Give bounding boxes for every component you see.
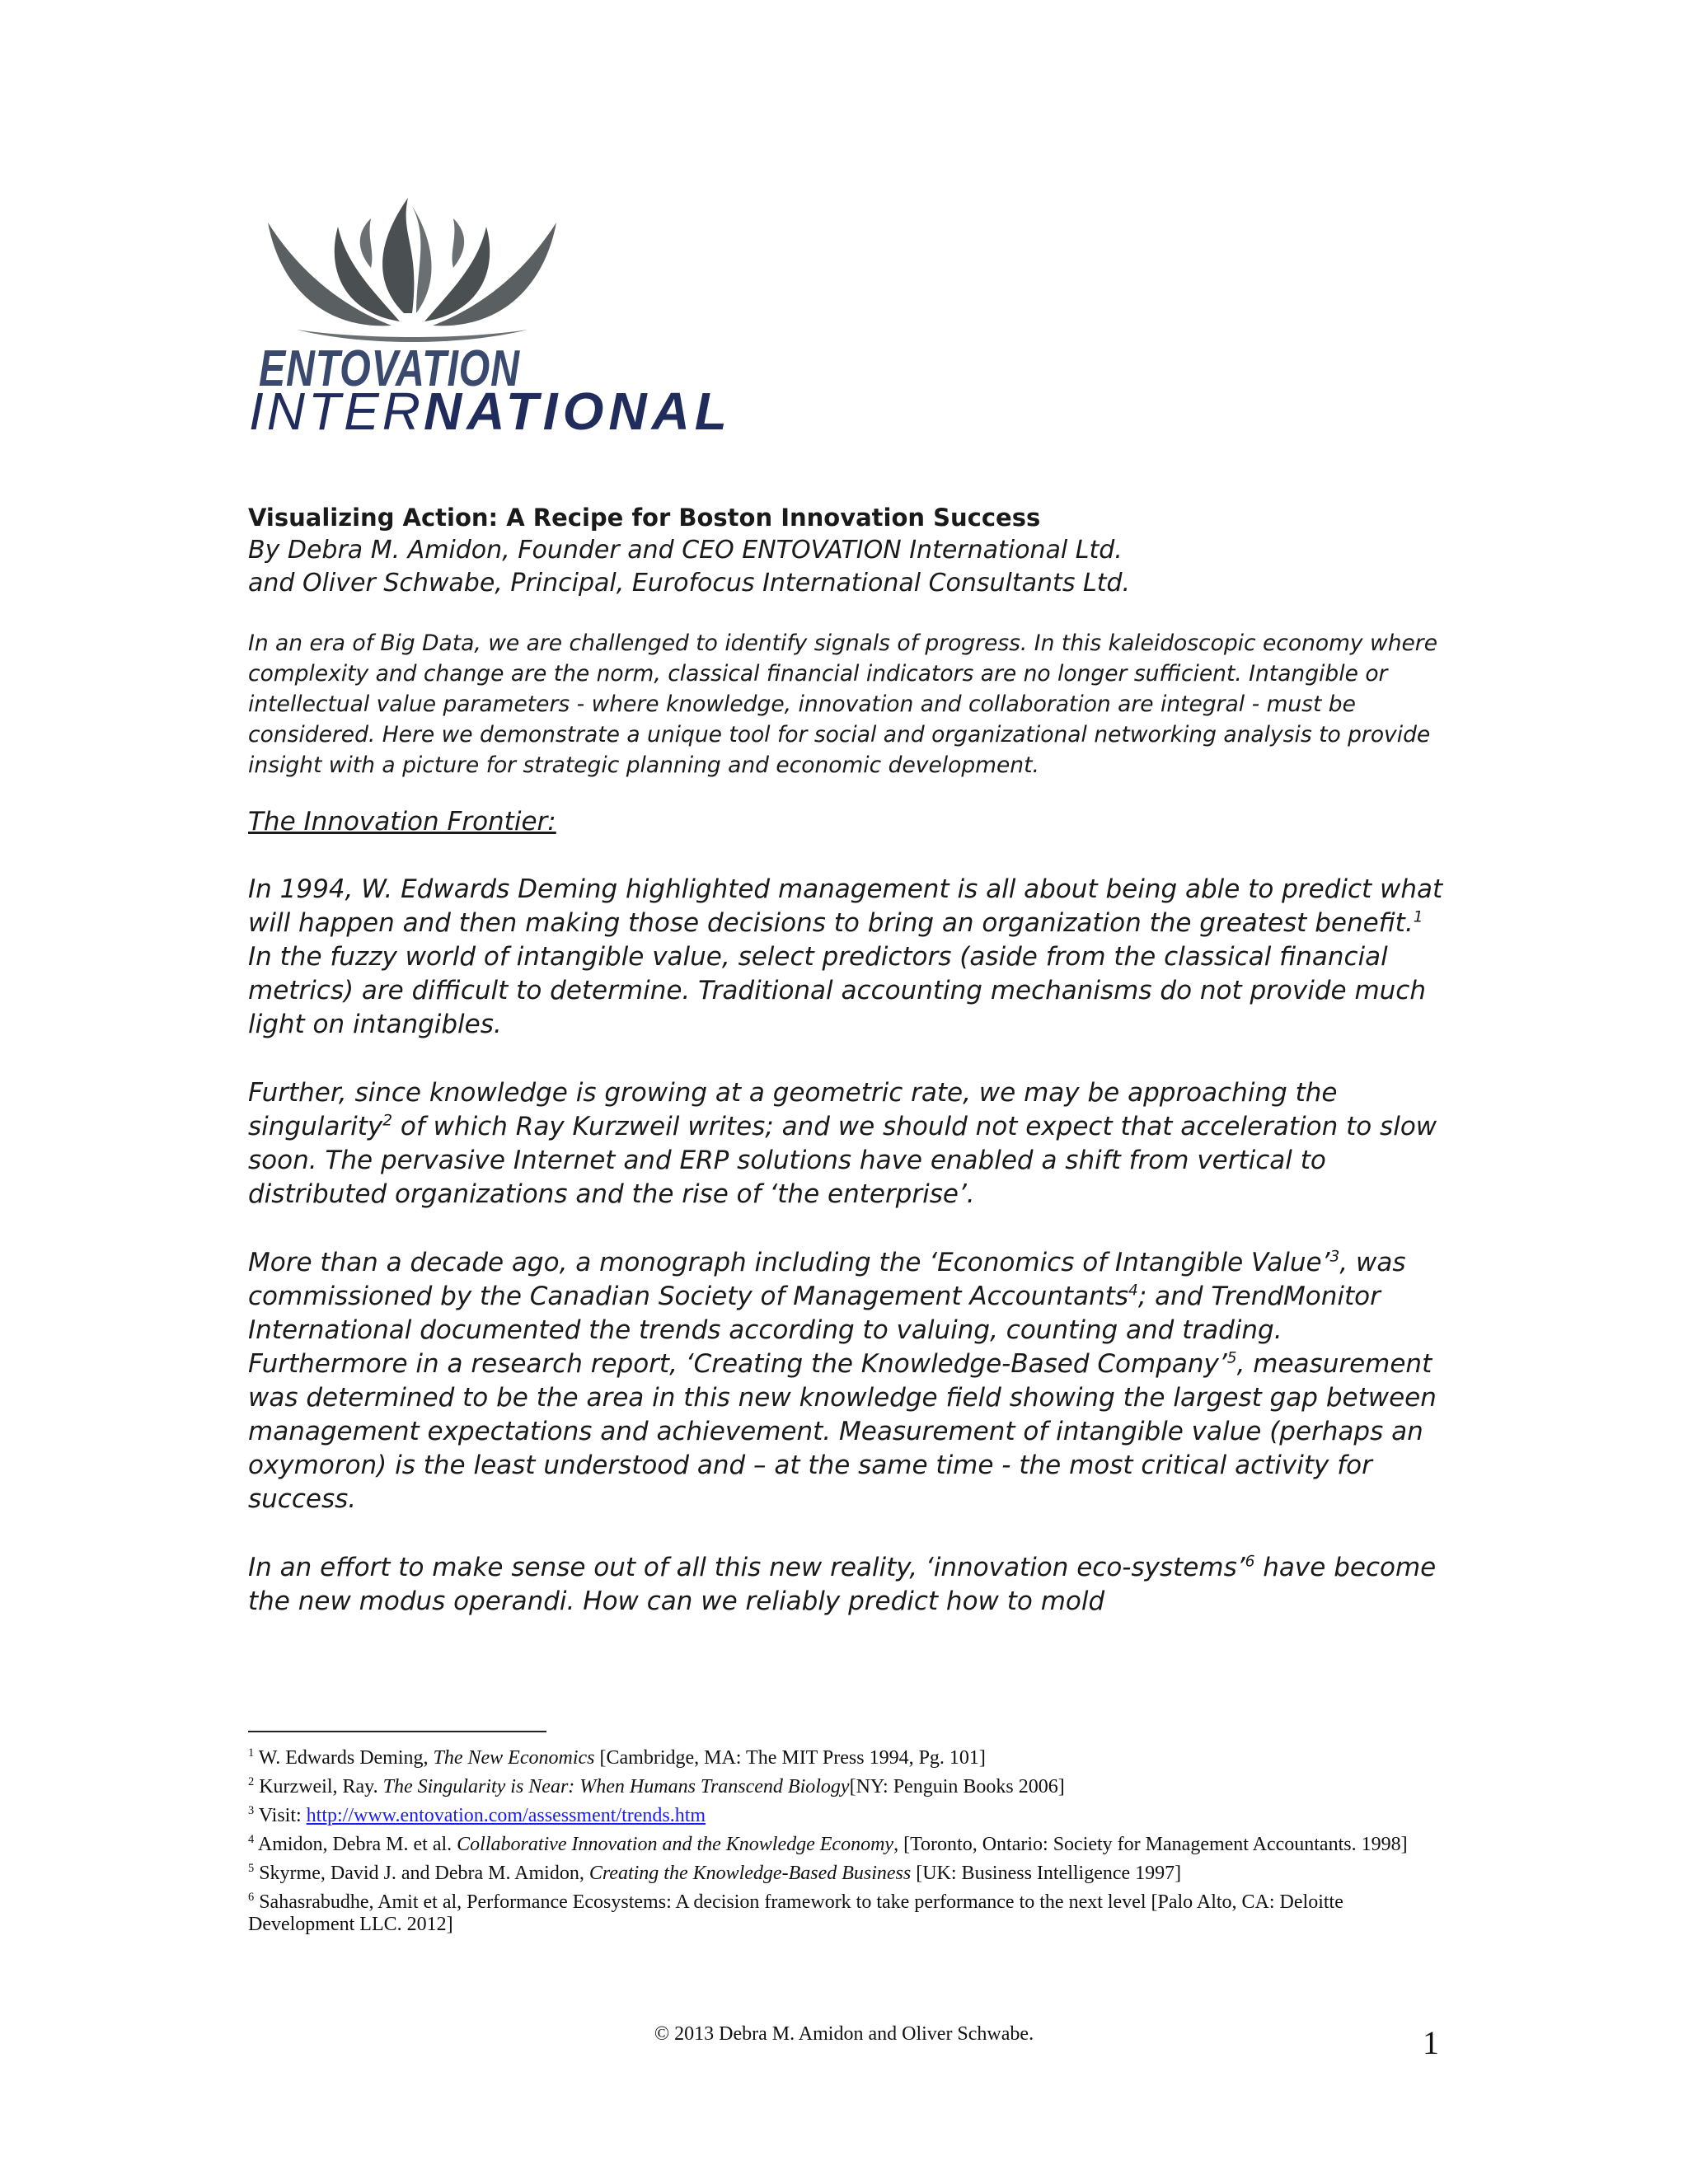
footnote-1 — [248, 1747, 1451, 1769]
footnote-divider — [248, 1731, 546, 1732]
footnote-ref-3: 3 — [1329, 1248, 1340, 1266]
footnote-ref-2: 2 — [382, 1112, 393, 1130]
byline-authors-1: By Debra M. Amidon, Founder and CEO ENTOVATION International Ltd. — [248, 536, 1123, 565]
footnote-3 — [248, 1805, 1451, 1827]
footnote-title: The Singularity is Near: When Humans Transcend Biology — [382, 1776, 850, 1797]
footnote-number: 1 — [248, 1746, 255, 1760]
footnote-4 — [248, 1834, 1451, 1856]
footnote-text: , [Toronto, Ontario: Society for Management Accountants. 1998] — [893, 1834, 1408, 1855]
paragraph-2-text-b: of which Ray Kurzweil writes; and we should not expect that acceleration to slow soon. The pervasive Internet and ERP solutions have enabled a shift from vertical to distributed organizations and the rise of ‘the enterprise’. — [248, 1112, 1437, 1209]
paragraph-3 — [248, 1246, 1443, 1516]
logo-wordmark-national: NATIONAL — [424, 382, 732, 441]
paragraph-1-text-a: In 1994, W. Edwards Deming highlighted management is all about being able to predict what will happen and then making those decisions to bring an organization the greatest benefit. — [248, 874, 1443, 938]
article-title: Visualizing Action: A Recipe for Boston Innovation Success — [248, 504, 1041, 532]
paragraph-3-text-d: , measurement was determined to be the area in this new knowledge field showing the largest gap between management expectations and achievement. Measurement of intangible value (perhaps an oxymoron) is the least understood and – at the same time - the most critical activity for success. — [248, 1349, 1437, 1514]
footnote-2 — [248, 1776, 1451, 1798]
paragraph-1 — [248, 873, 1443, 1042]
byline-authors-2: and Oliver Schwabe, Principal, Eurofocus International Consultants Ltd. — [248, 569, 1131, 598]
logo-wordmark-inter: INTER — [249, 382, 424, 441]
lotus-emblem-icon — [247, 190, 593, 346]
footnote-link[interactable]: http://www.entovation.com/assessment/trends.htm — [306, 1805, 706, 1826]
footnote-number: 4 — [248, 1833, 255, 1846]
footnote-text: Visit: — [254, 1805, 307, 1826]
footnote-number: 3 — [248, 1804, 255, 1817]
footnote-title: The New Economics — [433, 1747, 595, 1769]
article-body — [248, 501, 1443, 1619]
footnote-number: 6 — [248, 1891, 255, 1904]
footnote-number: 2 — [248, 1775, 255, 1788]
footnote-text: [Cambridge, MA: The MIT Press 1994, Pg. 101] — [594, 1747, 986, 1769]
section-heading: The Innovation Frontier: — [248, 807, 556, 837]
logo-wordmark-top: ENTOVATION — [259, 340, 520, 397]
paragraph-4 — [248, 1551, 1443, 1619]
footnote-ref-4: 4 — [1128, 1282, 1138, 1300]
entovation-logo — [247, 190, 775, 441]
logo-wordmark-bottom — [249, 381, 732, 442]
paragraph-2 — [248, 1076, 1443, 1212]
footnote-ref-1: 1 — [1413, 908, 1423, 926]
footnote-text: Sahasrabudhe, Amit et al, Performance Ecosystems: A decision framework to take performance to the next level [Palo Alto, CA: Deloitte Development LLC. 2012] — [248, 1891, 1343, 1935]
paragraph-4-text-a: In an effort to make sense out of all this new reality, ‘innovation eco-systems’ — [248, 1553, 1245, 1582]
footnote-text: Skyrme, David J. and Debra M. Amidon, — [254, 1863, 589, 1884]
page-number: 1 — [1423, 2024, 1439, 2061]
footnote-title: Collaborative Innovation and the Knowledge Economy — [457, 1834, 894, 1855]
paragraph-4-text-b: have become the new modus operandi. How can we reliably predict how to mold — [248, 1553, 1437, 1616]
footnote-6 — [248, 1891, 1451, 1936]
paragraph-2-text-a: Further, since knowledge is growing at a geometric rate, we may be approaching the singularity — [248, 1078, 1338, 1141]
footnote-ref-6: 6 — [1245, 1553, 1255, 1571]
footnote-text: Amidon, Debra M. et al. — [254, 1834, 457, 1855]
paragraph-3-text-a: More than a decade ago, a monograph including the ‘Economics of Intangible Value’ — [248, 1248, 1330, 1277]
footnote-number: 5 — [248, 1862, 255, 1875]
paragraph-3-text-c: ; and TrendMonitor International documented the trends according to valuing, counting and trading. Furthermore in a research report, ‘Creating the Knowledge-Based Company’ — [248, 1282, 1381, 1379]
footnotes — [248, 1731, 1451, 1943]
paragraph-1-text-b: In the fuzzy world of intangible value, select predictors (aside from the classical financial metrics) are difficult to determine. Traditional accounting mechanisms do not provide much light on intangibles. — [248, 942, 1426, 1039]
footnote-title: Creating the Knowledge-Based Business — [588, 1863, 912, 1884]
abstract-paragraph: In an era of Big Data, we are challenged to identify signals of progress. In this kaleidoscopic economy where complexity and change are the norm, classical financial indicators are no longer sufficient. Intangible or intellectual value parameters - where knowledge, innovation and collaboration are integral - must be considered. Here we demonstrate a unique tool for social and organizational networking analysis to provide insight with a picture for strategic planning and economic development. — [248, 630, 1437, 778]
footnote-text: [UK: Business Intelligence 1997] — [911, 1863, 1182, 1884]
footnote-text: [NY: Penguin Books 2006] — [849, 1776, 1065, 1797]
footnote-5 — [248, 1863, 1451, 1885]
footnote-text: Kurzweil, Ray. — [254, 1776, 383, 1797]
footnote-text: W. Edwards Deming, — [254, 1747, 434, 1769]
paragraph-3-text-b: , was commissioned by the Canadian Society of Management Accountants — [248, 1248, 1406, 1311]
copyright-notice: © 2013 Debra M. Amidon and Oliver Schwabe. — [654, 2023, 1034, 2045]
footnote-ref-5: 5 — [1226, 1349, 1237, 1367]
